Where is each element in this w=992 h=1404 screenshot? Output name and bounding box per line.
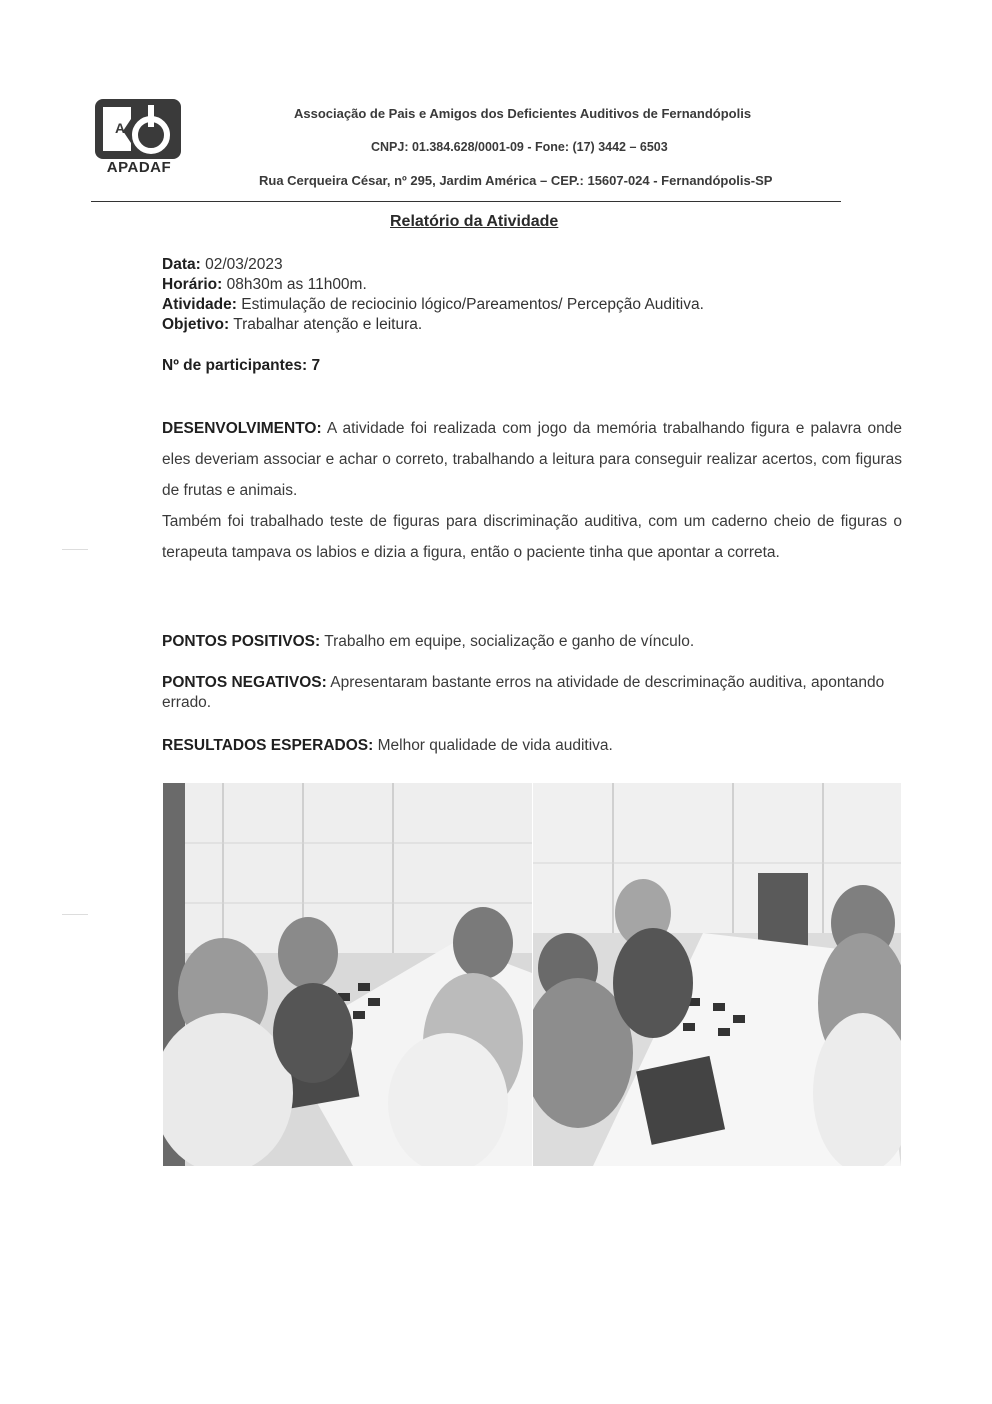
expected-label: RESULTADOS ESPERADOS: [162,737,374,754]
activity-row [162,295,704,315]
scan-mark [62,914,88,915]
activity-photo-left [163,783,532,1166]
development-paragraph-1 [162,413,902,506]
positives-section [162,632,907,652]
activity-photo-right [533,783,901,1166]
negatives-value: Apresentaram bastante erros na atividade de descriminação auditiva, apontando errado. [162,674,885,711]
negatives-section [162,673,907,713]
expected-results-section [162,736,907,756]
activity-photo-right-image [533,783,901,1166]
objective-value: Trabalhar atenção e leitura. [233,316,423,333]
scan-mark [62,549,88,550]
date-label: Data: [162,256,201,273]
activity-photo-left-image [163,783,532,1166]
activity-value: Estimulação de reciocinio lógico/Pareamentos/ Percepção Auditiva. [241,296,704,313]
negatives-label: PONTOS NEGATIVOS: [162,674,327,691]
logo-text: APADAF [106,159,172,176]
organization-name: Associação de Pais e Amigos dos Deficientes Auditivos de Fernandópolis [294,106,752,121]
development-section [162,413,902,568]
report-meta [162,255,704,335]
development-label: DESENVOLVIMENTO: [162,420,322,437]
participants-value: 7 [311,357,321,374]
participants-label: Nº de participantes: [162,357,308,374]
objective-label: Objetivo: [162,316,230,333]
date-value: 02/03/2023 [205,256,283,273]
time-value: 08h30m as 11h00m. [226,276,367,293]
activity-label: Atividade: [162,296,237,313]
address: Rua Cerqueira César, nº 295, Jardim América – CEP.: 15607-024 - Fernandópolis-SP [259,173,773,188]
positives-label: PONTOS POSITIVOS: [162,633,321,650]
svg-text:A: A [115,120,126,136]
apadaf-logo [93,97,185,177]
expected-value: Melhor qualidade de vida auditiva. [377,737,613,754]
positives-value: Trabalho em equipe, socialização e ganho de vínculo. [324,633,695,650]
participants-row [162,357,320,375]
apadaf-logo-icon [93,97,183,161]
cnpj-phone: CNPJ: 01.384.628/0001-09 - Fone: (17) 3442 – 6503 [371,140,668,154]
time-row [162,275,704,295]
objective-row [162,315,704,335]
date-row [162,255,704,275]
report-title: Relatório da Atividade [390,213,559,230]
header-divider [91,201,841,202]
development-text-1: A atividade foi realizada com jogo da memória trabalhando figura e palavra onde eles deveriam associar e achar o correto, trabalhando a leitura para conseguir realizar acertos, com figuras de frutas e animais. [162,420,902,499]
time-label: Horário: [162,276,223,293]
development-paragraph-2: Também foi trabalhado teste de figuras para discriminação auditiva, com um caderno cheio de figuras o terapeuta tampava os labios e dizia a figura, então o paciente tinha que apontar a correta. [162,513,902,561]
